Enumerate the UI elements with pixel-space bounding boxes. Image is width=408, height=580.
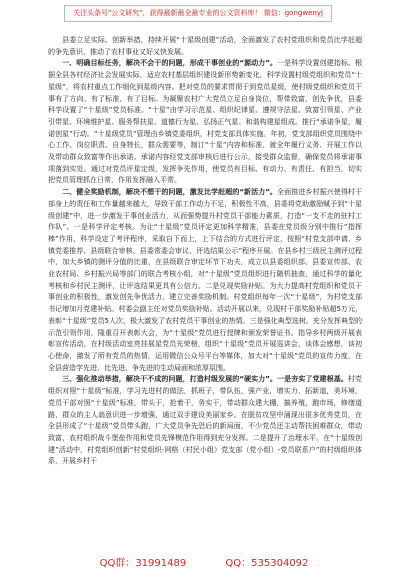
section-heading: 二、健全奖励机制，解决不想干的问题，激发比学赶超的“新活力”。 (62, 187, 278, 197)
paragraph-text: 全面推进乡村振兴使得村干部身上的责任和工作量越来越大，导致干部工作动力不足，积极性不高，县委将党助激励赋予到“十星级创建”中，进一步激发干事创业活力，从而强势提升村党员干部能力素质，打造“一支不走的驻村工作队”。一是科学评定考核。为让“十星级”党员评定更加科学精准，县委在党员级分别中推行“指挥棒”作用，科学设定了考评程序，采取自下而上，上下结合的方式进行评定，按照“村党支部申请、乡镇党委推荐、县级联合审核、县委常委会审议、评选结果公示”程序开展。在县乡村三级民主测评过程中，加大乡镇的测评分值的比重，在县级联合审定环节下功夫，成立以县委组织部、县委宣传部、农业农村局、乡村振兴局等部门的联合考核小组，对“十星级”党员组织进行随机抽查，通过科学的量化考核和乡村民主测评，让评选结果更具有公信力。二是兑现奖励补贴。为大力提高村党组织和党员干事创业的积极性，激发创先争优活力，建立完善奖励机制。村党组织每年一次“十星级”，为村党支部书记增加月党建补贴。村委会副主任对党员奖励补贴。活动开展以来，兑现村干部奖励补贴超5万元，表彰“十星级”党员5人次，极大激发了农村党员干事创业的热情。三是强化典型选树。充分发挥典型的示范引领作用，隆重召开表彰大会，为“十星级”党员进行授牌和颁发荣誉证书。指导乡村两级开展表彰宣传活动，在村级活动室亮挂展星党员光荣榜，组织“十星级”党员开展巡讲会，谈体会感想，谈初心使命，激发了所有党员的热情，运用微信公众号平台等媒体，加大对“十星级”党员的宣传力度，在全县营造学先进、比先进、争先进的生动局面和浓厚氛围。 (48, 187, 362, 372)
footer-contacts (0, 557, 408, 571)
paragraph-section-2 (48, 186, 362, 373)
document-body (48, 34, 362, 554)
section-heading: 三、强化推动举措，解决干不成的问题，打造村级发展的“硬实力”。一是夯实了党建根基。 (62, 374, 348, 384)
paragraph-text: 一是科学设置创建指标。根据全县各村经济社会发展实际，适应农村基层组织建设新形势新变化，科学设置村级党组织和党员“十星级”，将农村重点工作细化到星级内容。把对党员的要求贯彻于到党员星级，使村级党组织和党员干事有了方向、有了标准、有了目标。为凝聚农村广大党员立足自身岗位，帮带致富，创先争优，县委科学设置了“十星级”党员标准。“十星”由学习示范星、组织纪律星、遵规守法星、致富引领星、产业引带星、环境维护星、服务帮扶星、道德行为星、弘扬正气星、和谐构建星组成。推行“承诺争星，履诺创星”行动。“十星级党员”管理由乡镇党委组织，村党支部具体实施。年初，党支部组织党员围绕中心工作、岗位职责、自身特长，群众需要等，制订“十星”内容和标准，就全年履行义务、开展工作以及带动群众致富等作出承诺。承诺内容经党支部审核后进行公示，接受群众监督，确保党员将承诺事项落到实处。通过对党员评星定级，发挥争先作用，使党员有目标、有动力、有责任、有担当，切实把党员管理抓在日常，作用发挥融入平常。 (48, 58, 362, 185)
paragraph-section-1 (48, 57, 362, 186)
paragraph-text: 村党组织对照“十星级”标准，学习先进村的做法，抓班子，带队伍，强产业，增实力，拓新道，美环境，党员干部对照“十星级”标准，带头干，抢着干，务实干，带动群众建大棚，搞养殖，跑市场，修缮道路，群众的主人翁意识进一步增强，通过双手建设美丽家乡。在脱贫攻坚中涌现出很多优秀党员，在全县形成了“十星级”党员带头跑，广大党员争先恐后的新局面，不少党员还主动帮扶困难群众，带动致富，农村组织战斗堡垒作用和党员先锋模范作用得到充分发挥。二是提升了治理水平。在“十星级创建”活动中，村党组织创新“村党组织-网格（村民小组）党支部（党小组）-党员联系户”的村级组织体系，开展乡村干 (48, 374, 362, 466)
paragraph-intro (48, 34, 362, 57)
paragraph-text: 县委立足实际、创新举措，持续开展“十星级创建”活动，全面激发了农村党组织和党员比学赶超的争先意识，推动了农村事业又好又快发展。 (48, 35, 362, 56)
header-banner: 关注头条号"公文研究"，获得最新最全最专业的公文资料库！ 微信：gongwenyj (64, 5, 332, 22)
section-heading: 一、明确目标任务，解决不会干的问题，形成干事创业的“源动力”。 (62, 58, 278, 68)
paragraph-section-3 (48, 373, 362, 467)
footer-qq: QQ：535304092 (225, 558, 309, 569)
footer-qq-group: QQ群：31991489 (99, 558, 187, 569)
